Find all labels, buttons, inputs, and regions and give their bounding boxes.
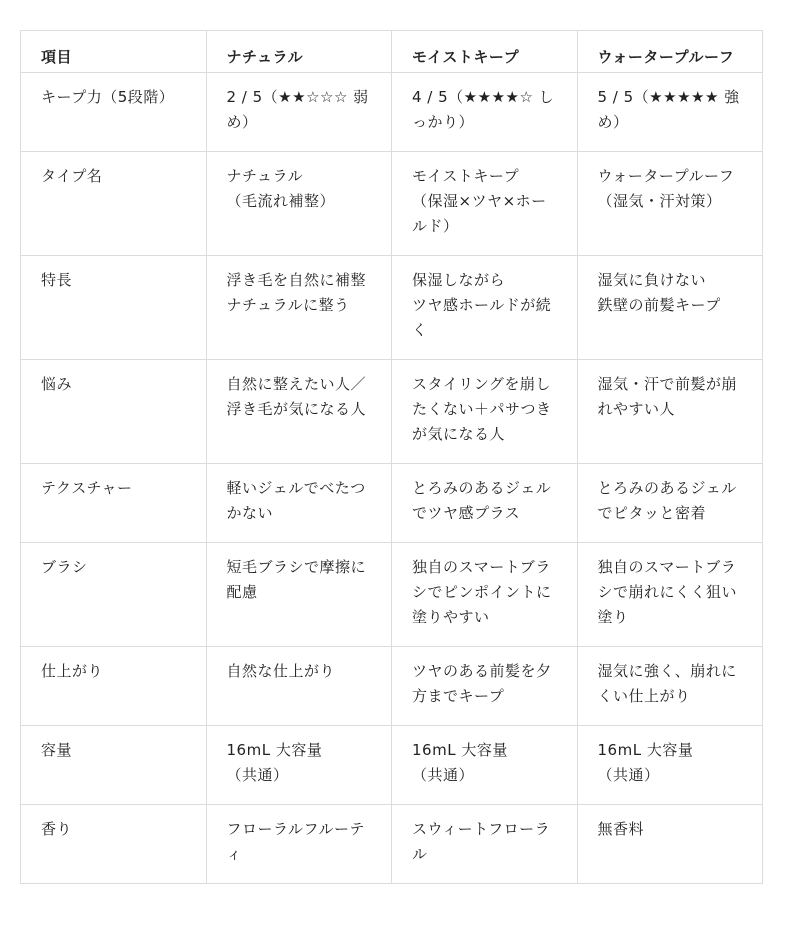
header-cell-waterproof: ウォータープルーフ <box>577 31 763 73</box>
table-cell <box>577 464 763 543</box>
cell-text-line: 独自のスマートブラシで崩れにくく狙い塗り <box>597 558 738 626</box>
cell-text-line: 軽いジェルでべたつかない <box>226 479 366 522</box>
cell-text-line: 4 / 5（★★★★☆ しっかり） <box>412 88 555 131</box>
row-label: テクスチャー <box>21 464 207 543</box>
cell-text-line: 鉄壁の前髪キープ <box>597 296 721 314</box>
row-label: キープ力（5段階） <box>21 73 207 152</box>
cell-text-line: ナチュラル <box>226 167 304 185</box>
cell-text-line: モイストキープ <box>412 167 520 185</box>
table-cell <box>577 152 763 256</box>
row-label: タイプ名 <box>21 152 207 256</box>
table-cell <box>206 543 392 647</box>
table-row <box>21 543 763 647</box>
table-cell <box>206 152 392 256</box>
table-row <box>21 805 763 884</box>
table-cell <box>577 256 763 360</box>
table-cell <box>577 805 763 884</box>
table-cell <box>206 647 392 726</box>
row-label: 悩み <box>21 360 207 464</box>
comparison-table <box>20 30 763 884</box>
cell-text-line: （保湿×ツヤ×ホールド） <box>412 192 547 235</box>
cell-text-line: 無香料 <box>597 820 645 838</box>
cell-text-line: 保湿しながら <box>412 271 506 289</box>
table-row <box>21 647 763 726</box>
cell-text-line: 浮き毛を自然に補整 <box>226 271 367 289</box>
table-cell <box>392 256 578 360</box>
table-cell <box>577 73 763 152</box>
table-cell <box>206 256 392 360</box>
table-row <box>21 360 763 464</box>
table-cell <box>206 726 392 805</box>
table-row <box>21 152 763 256</box>
table-row <box>21 73 763 152</box>
cell-text-line: 自然な仕上がり <box>226 662 336 680</box>
cell-text-line: スウィートフローラル <box>412 820 551 863</box>
row-label: 香り <box>21 805 207 884</box>
cell-text-line: 短毛ブラシで摩擦に配慮 <box>226 558 367 601</box>
table-cell <box>577 543 763 647</box>
table-cell <box>206 464 392 543</box>
cell-text-line: （共通） <box>412 766 475 784</box>
table-cell <box>206 805 392 884</box>
table-cell <box>577 647 763 726</box>
cell-text-line: 湿気に強く、崩れにくい仕上がり <box>597 662 737 705</box>
table-cell <box>392 805 578 884</box>
header-cell-natural: ナチュラル <box>206 31 392 73</box>
table-cell <box>206 360 392 464</box>
row-label: 容量 <box>21 726 207 805</box>
cell-text-line: とろみのあるジェルでツヤ感プラス <box>412 479 552 522</box>
cell-text-line: ツヤ感ホールドが続く <box>412 296 552 339</box>
table-cell <box>392 360 578 464</box>
cell-text-line: 16mL 大容量 <box>597 741 694 759</box>
table-row <box>21 464 763 543</box>
cell-text-line: 湿気に負けない <box>597 271 707 289</box>
header-cell-moist-keep: モイストキープ <box>392 31 578 73</box>
cell-text-line: 独自のスマートブラシでピンポイントに塗りやすい <box>412 558 552 626</box>
cell-text-line: スタイリングを崩したくない＋パサつきが気になる人 <box>412 375 552 443</box>
table-cell <box>392 726 578 805</box>
row-label: ブラシ <box>21 543 207 647</box>
table-cell <box>392 647 578 726</box>
table-cell <box>577 360 763 464</box>
table-row <box>21 726 763 805</box>
cell-text-line: 16mL 大容量 <box>412 741 508 759</box>
header-cell-item: 項目 <box>21 31 207 73</box>
cell-text-line: とろみのあるジェルでピタッと密着 <box>597 479 737 522</box>
cell-text-line: 2 / 5（★★☆☆☆ 弱め） <box>226 88 369 131</box>
cell-text-line: 湿気・汗で前髪が崩れやすい人 <box>597 375 738 418</box>
header-row <box>21 31 763 73</box>
table-body <box>21 73 763 884</box>
table-cell <box>392 152 578 256</box>
cell-text-line: ナチュラルに整う <box>226 296 350 314</box>
cell-text-line: 5 / 5（★★★★★ 強め） <box>597 88 740 131</box>
cell-text-line: （共通） <box>597 766 660 784</box>
table-cell <box>392 543 578 647</box>
cell-text-line: （湿気・汗対策） <box>597 192 722 210</box>
row-label: 仕上がり <box>21 647 207 726</box>
cell-text-line: 16mL 大容量 <box>226 741 323 759</box>
table-cell <box>392 73 578 152</box>
cell-text-line: （毛流れ補整） <box>226 192 336 210</box>
cell-text-line: ウォータープルーフ <box>597 167 735 185</box>
table-cell <box>206 73 392 152</box>
table-cell <box>577 726 763 805</box>
table-row <box>21 256 763 360</box>
cell-text-line: （共通） <box>226 766 289 784</box>
cell-text-line: フローラルフルーティ <box>226 820 365 863</box>
cell-text-line: ツヤのある前髪を夕方までキープ <box>412 662 552 705</box>
row-label: 特長 <box>21 256 207 360</box>
table-cell <box>392 464 578 543</box>
cell-text-line: 自然に整えたい人／浮き毛が気になる人 <box>226 375 367 418</box>
